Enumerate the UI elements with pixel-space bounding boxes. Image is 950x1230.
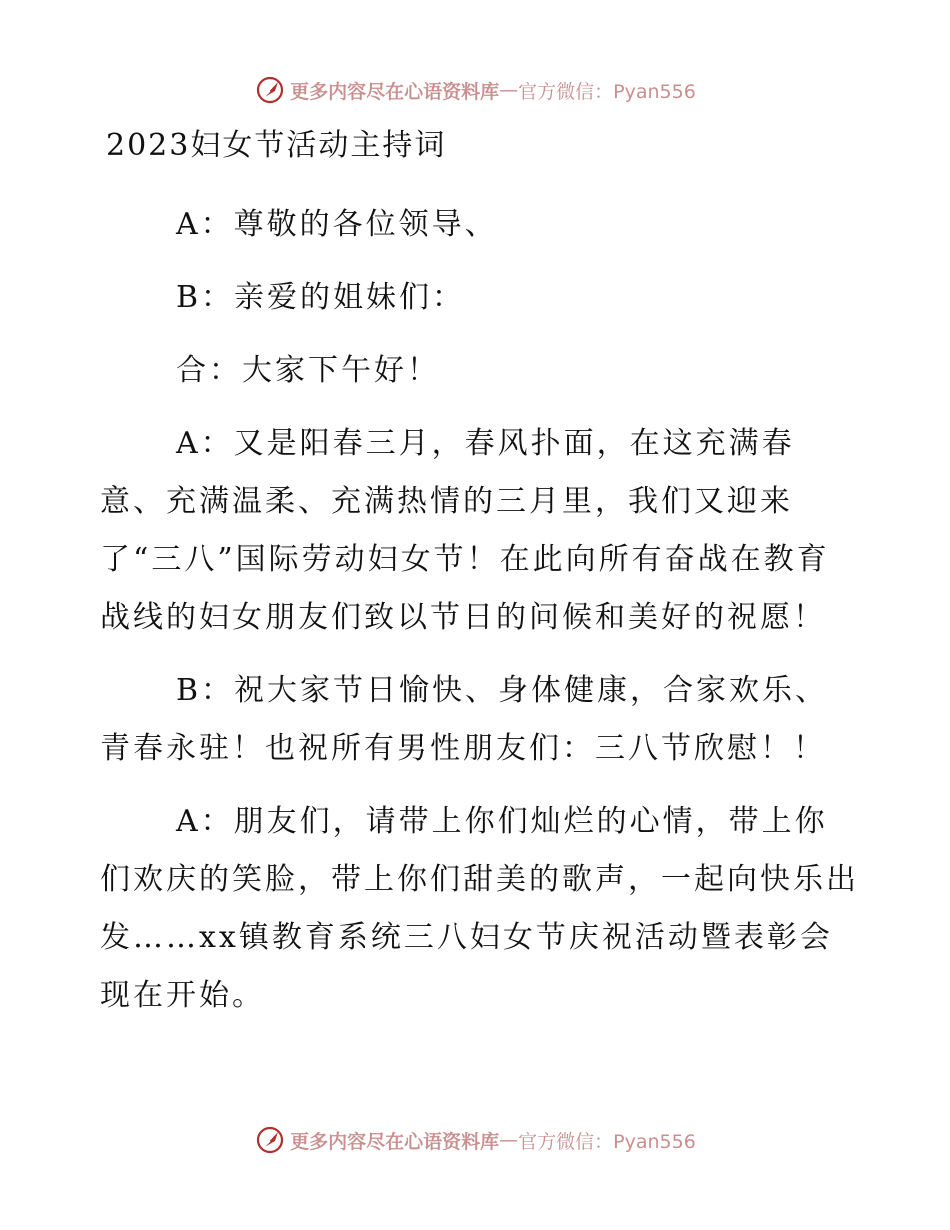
footer-watermark	[0, 1122, 950, 1158]
watermark-site-text: 更多内容尽在心语资料库	[290, 80, 500, 103]
watermark-dash: —	[499, 1129, 519, 1151]
watermark-wechat-text: 官方微信：Pyan556	[518, 1130, 696, 1153]
quill-logo-icon	[254, 1124, 286, 1156]
document-title: 2023妇女节活动主持词	[106, 128, 447, 163]
paragraph: A：朋友们，请带上你们灿烂的心情，带上你们欢庆的笑脸，带上你们甜美的歌声，一起向快乐出发……xx镇教育系统三八妇女节庆祝活动暨表彰会现在开始。	[100, 804, 859, 1013]
watermark-site-text: 更多内容尽在心语资料库	[290, 1130, 500, 1153]
header-watermark	[0, 72, 950, 108]
document-body	[100, 122, 860, 1025]
paragraph: A：又是阳春三月，春风扑面，在这充满春意、充满温柔、充满热情的三月里，我们又迎来了“三八”国际劳动妇女节！在此向所有奋战在教育战线的妇女朋友们致以节日的问候和美好的祝愿！	[100, 426, 830, 635]
watermark-wechat-text: 官方微信：Pyan556	[518, 80, 696, 103]
paragraph: A：尊敬的各位领导、	[176, 207, 498, 242]
quill-logo-icon	[254, 74, 286, 106]
paragraph: B：祝大家节日愉快、身体健康，合家欢乐、青春永驻！也祝所有男性朋友们：三八节欣慰！！	[100, 673, 829, 766]
paragraph: B：亲爱的姐妹们：	[176, 280, 466, 315]
watermark-dash: —	[499, 79, 519, 101]
paragraph: 合：大家下午好！	[176, 353, 440, 388]
